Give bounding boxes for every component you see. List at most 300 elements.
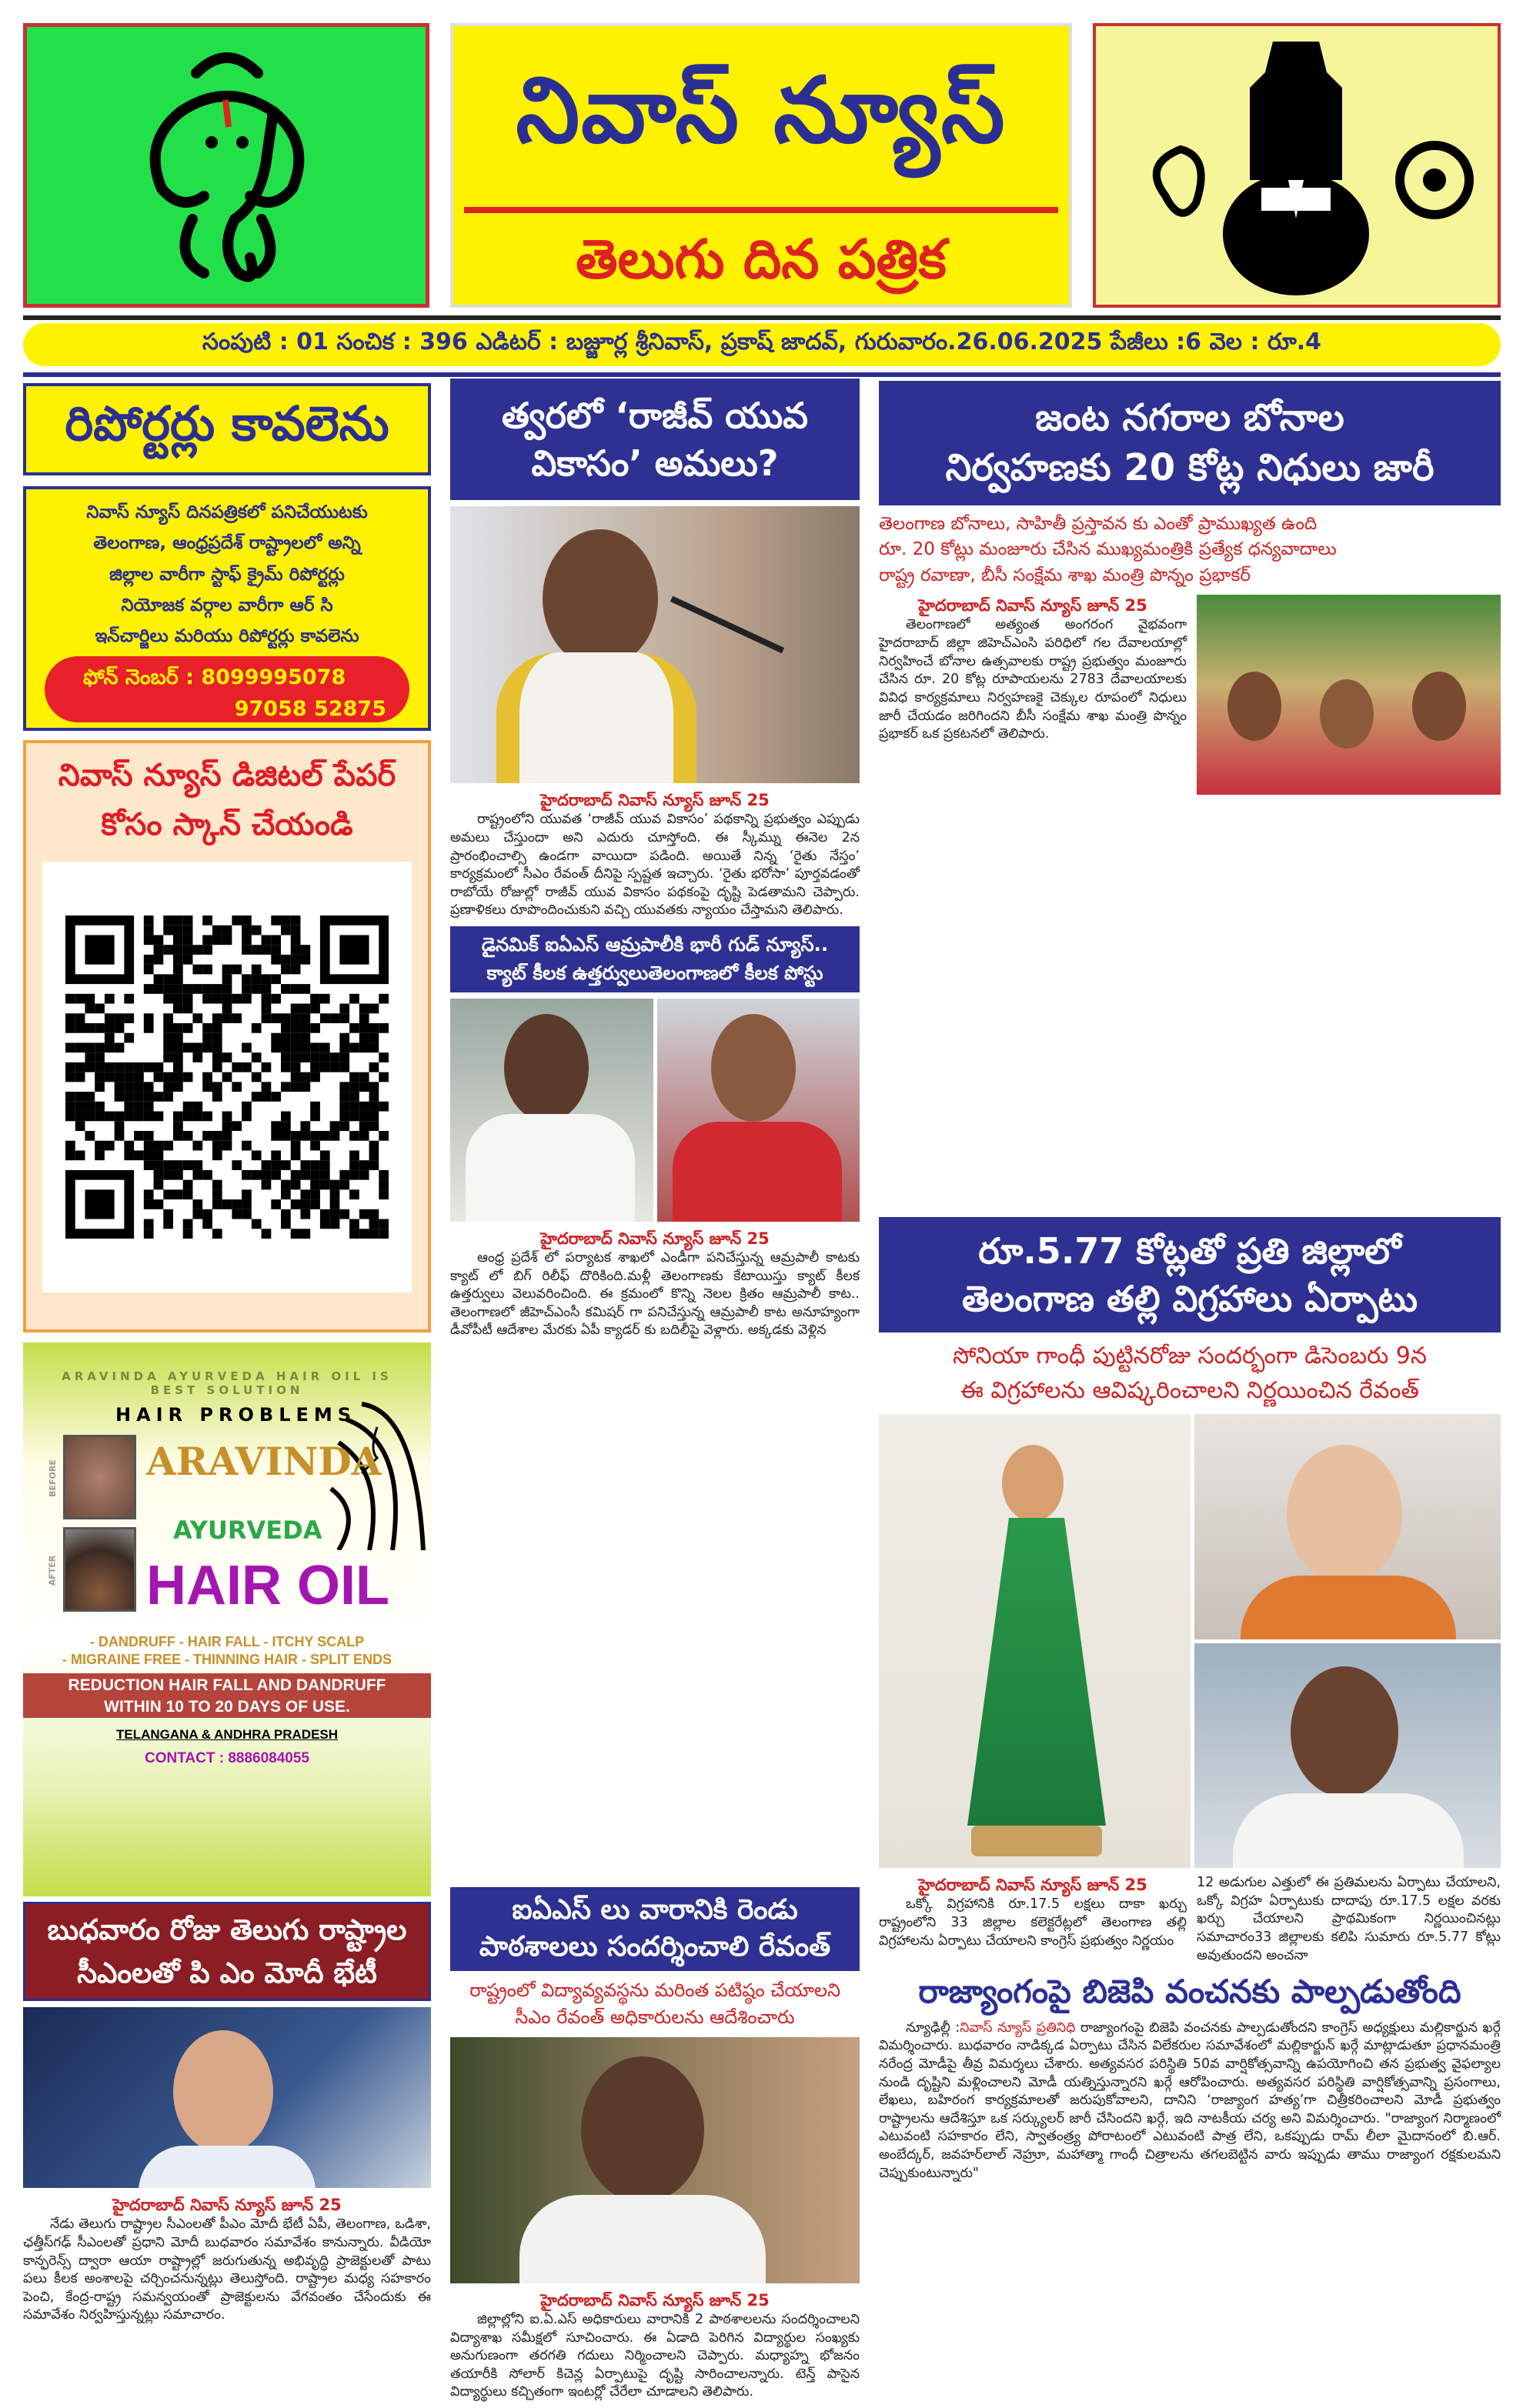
qr-module: [262, 1180, 272, 1190]
qr-module: [271, 1160, 281, 1170]
qr-module: [369, 1033, 379, 1043]
qr-module: [192, 1102, 202, 1112]
qr-module: [232, 1062, 242, 1072]
qr-module: [163, 1042, 173, 1052]
qr-module: [173, 1004, 183, 1014]
qr-module: [222, 926, 232, 936]
deck-line: సీఎం రేవంత్ అధికారులను ఆదేశించారు: [515, 2006, 795, 2028]
qr-module: [154, 1112, 164, 1122]
qr-module: [115, 1013, 125, 1023]
qr-module: [183, 1112, 193, 1122]
masthead-title-box: [450, 23, 1072, 308]
qr-module: [115, 1121, 125, 1131]
qr-module: [339, 1170, 349, 1180]
qr-module: [300, 1189, 310, 1199]
qr-module: [320, 1042, 330, 1052]
qr-module: [242, 1209, 252, 1219]
qr-module: [252, 1150, 262, 1160]
qr-module: [339, 1180, 349, 1190]
byline: హైదరాబాద్ నివాస్ న్యూస్ జూన్ 25: [540, 2290, 770, 2310]
revanth-photo: [450, 506, 860, 783]
qr-module: [281, 1112, 291, 1122]
qr-module: [163, 1160, 173, 1170]
qr-module: [144, 984, 154, 994]
qr-module: [300, 1170, 310, 1180]
qr-module: [144, 1160, 154, 1170]
qr-module: [173, 1052, 183, 1062]
qr-module: [281, 1219, 291, 1229]
qr-module: [65, 1141, 75, 1151]
qr-module: [379, 1170, 389, 1180]
column-2: [450, 379, 860, 2402]
qr-module: [65, 1042, 75, 1052]
qr-module: [271, 1121, 281, 1131]
ad-line: జిల్లాల వారీగా స్టాఫ్ క్రైమ్ రిపోర్టర్లు: [109, 564, 345, 585]
qr-module: [134, 1072, 144, 1082]
qr-module: [85, 1131, 95, 1141]
deck-line: తెలంగాణ బోనాలు, సాహితీ ప్రస్తావన కు ఎంతో ప్రాముఖ్యత ఉంది: [879, 514, 1318, 534]
qr-module: [75, 1112, 85, 1122]
qr-module: [291, 1023, 301, 1033]
qr-module: [85, 1052, 95, 1062]
headline-line: క్యాట్ కీలక ఉత్తర్వులుతెలంగాణలో కీలక పోస్టు: [486, 961, 823, 984]
qr-module: [300, 1121, 310, 1131]
qr-module: [144, 1023, 154, 1033]
qr-module: [144, 1131, 154, 1141]
qr-module: [173, 916, 183, 926]
bonalu-section: [879, 381, 1501, 1208]
qr-module: [105, 994, 115, 1004]
qr-module: [252, 965, 262, 975]
byline: హైదరాబాద్ నివాస్ న్యూస్ జూన్ 25: [540, 1229, 770, 1248]
article-body: నేడు తెలుగు రాష్ట్రాల సీఎంలతో పీఎం మోదీ భేటీ ఏపీ, తెలంగాణ, ఒడిశా, ఛత్తీస్‌గఢ్ సీఎంలతో ప్రధాని మోదీ బుధవారం సమావేశం కానున్నారు. వీడియో కాన్ఫరెన్స్ ద్వారా ఆయా రాష్ట్రాల్లో జరుగుతున్న అభివృద్ధి ప్రాజెక్టులతో పాటు పలు కీలక అంశాలపై చర్చించనున్నట్లు తెలుస్తోంది. రాష్ట్రాల మధ్య సహకారం పెంచి, కేంద్ర-రాష్ట్ర సమన్వయంతో ప్రాజెక్టులను వేగవంతం చేసేందుకు ఈ సమావేశం నిర్వహిస్తున్నట్లు సమాచారం.: [23, 2216, 431, 2323]
qr-module: [330, 1199, 340, 1209]
qr-module: [369, 1141, 379, 1151]
qr-module: [232, 1199, 242, 1209]
qr-module: [252, 984, 262, 994]
modi-section: [23, 1902, 431, 2402]
qr-module: [300, 1072, 310, 1082]
qr-module: [310, 1102, 320, 1112]
qr-module: [222, 935, 232, 945]
qr-module: [154, 984, 164, 994]
qr-module: [173, 935, 183, 945]
qr-module: [65, 1013, 75, 1023]
qr-module: [300, 1199, 310, 1209]
qr-module: [300, 1023, 310, 1033]
ad-contact: CONTACT : 8886084055: [144, 1750, 310, 1766]
qr-module: [75, 1013, 85, 1023]
qr-module: [95, 1042, 105, 1052]
qr-module: [339, 1092, 349, 1102]
modi-article: [23, 2194, 431, 2325]
qr-module: [202, 916, 212, 926]
qr-module: [75, 1042, 85, 1052]
qr-module: [212, 1092, 222, 1102]
qr-module: [95, 1072, 105, 1082]
amrapali-photo: [657, 999, 860, 1222]
newspaper-tagline: తెలుగు దిన పత్రిక: [576, 228, 947, 291]
ad-claim-2: WITHIN 10 TO 20 DAYS OF USE.: [104, 1698, 350, 1716]
qr-module: [173, 1033, 183, 1043]
qr-module: [300, 955, 310, 965]
qr-module: [183, 1131, 193, 1141]
qr-module: [144, 916, 154, 926]
article-body: రాజ్యాంగంపై బిజెపి వంచనకు పాల్పడుతోందని కాంగ్రెస్ అధ్యక్షులు మల్లికార్జున ఖర్గే విమర్శించారు. బుధవారం నాడిక్కడ ఏర్పాటు చేసిన విలేకరుల సమావేశంలో మల్లికార్జున్ ఖర్గే మాట్లాడుతూ ప్రధానమంత్రి నరేంద్ర మోడీపై తీవ్ర విమర్శలు చేశారు. అత్యవసర పరిస్థితి 50వ వార్షికోత్సవాన్ని ఉపయోగించి తన ప్రభుత్వ వైఫల్యాల నుండి దృష్టిని మళ్లించాలని మోడీ యత్నిస్తున్నారని ఖర్గే ఆరోపించారు. అత్యవసర పరిస్థితి వార్షికోత్సవాన్ని ప్రసంగాలు, లేఖలు, బహిరంగ కార్యక్రమాలతో జరుపుకోవాలని, దానిని ‘రాజ్యాంగ హత్య’గా చిత్రీకరించాలని మోడీ ప్రభుత్వం రాష్ట్రాలను ఆదేశిస్తూ ఒక సర్క్యులర్ జారీ చేసిందని ఖర్గే, ఇది నాటకీయ చర్య అని విమర్శించారు. "రాజ్యాంగ నిర్మాణంలో ఎటువంటి సహకారం లేని, స్వాతంత్ర్య పోరాటంలో ఎటువంటి పాత్ర లేని, ఒకప్పుడు రామ్ లీలా మైదానంలో బి.ఆర్. అంబేద్కర్, జవహర్‌లాల్ నెహ్రూ, మహాత్మా గాంధీ చిత్రాలను తగలబెట్టిన వారు ఇప్పుడు తాము రాజ్యాంగ రక్షకులమని చెప్పుకుంటున్నారు": [879, 2019, 1501, 2181]
ad-benefits-2: - MIGRAINE FREE - THINNING HAIR - SPLIT ENDS: [62, 1651, 392, 1667]
column-3-lower: [879, 1217, 1501, 2402]
qr-module: [192, 1112, 202, 1122]
qr-module: [252, 974, 262, 984]
qr-code[interactable]: [42, 862, 412, 1292]
qr-module: [339, 1013, 349, 1023]
qr-module: [359, 1013, 369, 1023]
qr-module: [173, 974, 183, 984]
qr-module: [262, 1013, 272, 1023]
qr-module: [144, 1189, 154, 1199]
qr-module: [310, 1141, 320, 1151]
qr-module: [173, 1160, 183, 1170]
headline-line: రూ.5.77 కోట్లతో ప్రతి జిల్లాలో: [978, 1229, 1401, 1272]
qr-module: [300, 1082, 310, 1092]
qr-module: [369, 1150, 379, 1160]
before-photo: [63, 1435, 136, 1519]
qr-module: [291, 916, 301, 926]
qr-module: [242, 1199, 252, 1209]
qr-module: [281, 1131, 291, 1141]
qr-module: [115, 1042, 125, 1052]
ad-intro-1: ARAVINDA AYURVEDA HAIR OIL IS: [62, 1369, 392, 1383]
ias-article: [450, 2290, 860, 2402]
qr-module: [330, 1209, 340, 1219]
qr-module: [310, 1062, 320, 1072]
qr-module: [124, 1033, 134, 1043]
qr-module: [291, 1082, 301, 1092]
qr-module: [85, 1092, 95, 1102]
qr-module: [192, 1170, 202, 1180]
title-divider: [464, 207, 1058, 213]
qr-module: [330, 1131, 340, 1141]
qr-module: [115, 1131, 125, 1141]
ad-region: TELANGANA & ANDHRA PRADESH: [115, 1727, 339, 1742]
qr-module: [349, 994, 359, 1004]
qr-module: [144, 955, 154, 965]
qr-module: [183, 945, 193, 955]
qr-module: [163, 994, 173, 1004]
modi-headline: [23, 1902, 431, 2001]
qr-module: [115, 1082, 125, 1092]
qr-module: [242, 926, 252, 936]
headline-line: బుధవారం రోజు తెలుగు రాష్ట్రాల: [47, 1913, 407, 1946]
qr-module: [359, 1102, 369, 1112]
qr-module: [183, 1004, 193, 1014]
article-body: ఆంధ్ర ప్రదేశ్ లో పర్యాటక శాఖలో ఎండీగా పనిచేస్తున్న ఆమ్రపాలీ కాటకు క్యాట్ లో బిగ్ రిలీఫ్ దొరికింది.మళ్లీ తెలంగాణకు కేటాయిస్తు క్యాట్ కీలక ఉత్తర్వులు వెలువరించింది. ఈ క్రమంలో కొన్ని నెలల క్రితం ఆమ్రపాలీ కాట.. తెలంగాణలో జీహెచ్ఎంసీ కమిషర్ గా పనిచేస్తున్న ఆమ్రపాలీ కాట అనూహ్యంగా డీవోపీటీ ఆదేశాల మేరకు ఏపీ క్యాడర్ కు బదిలీపై వెళ్లారు. అక్కడకు వెళ్లిన: [450, 1249, 860, 1339]
revanth-photo-2: [450, 999, 653, 1222]
qr-module: [262, 945, 272, 955]
qr-module: [281, 926, 291, 936]
qr-module: [349, 1042, 359, 1052]
qr-module: [291, 1180, 301, 1190]
qr-module: [222, 1004, 232, 1014]
qr-module: [242, 1141, 252, 1151]
byline: హైదరాబాద్ నివాస్ న్యూస్ జూన్ 25: [918, 1876, 1147, 1894]
qr-module: [320, 1219, 330, 1229]
qr-module: [359, 1121, 369, 1131]
qr-module: [222, 1199, 232, 1209]
qr-module: [183, 955, 193, 965]
qr-module: [183, 1160, 193, 1170]
qr-module: [154, 1150, 164, 1160]
qr-finder: [339, 935, 369, 964]
qr-module: [291, 935, 301, 945]
qr-module: [242, 984, 252, 994]
qr-module: [349, 1150, 359, 1160]
qr-module: [339, 1209, 349, 1219]
qr-module: [369, 1082, 379, 1092]
qr-module: [85, 994, 95, 1004]
qr-module: [320, 1052, 330, 1062]
qr-module: [252, 926, 262, 936]
qr-module: [349, 1229, 359, 1239]
qr-module: [330, 1062, 340, 1072]
byline: హైదరాబాద్ నివాస్ న్యూస్ జూన్ 25: [112, 2196, 342, 2214]
qr-module: [320, 1150, 330, 1160]
qr-module: [359, 1131, 369, 1141]
qr-module: [202, 1112, 212, 1122]
qr-module: [173, 1082, 183, 1092]
qr-module: [212, 1042, 222, 1052]
qr-module: [262, 1229, 272, 1239]
qr-module: [212, 1131, 222, 1141]
qr-module: [271, 1042, 281, 1052]
qr-module: [192, 1199, 202, 1209]
rajiv-article: [450, 789, 860, 920]
qr-module: [310, 1180, 320, 1190]
qr-module: [349, 1112, 359, 1122]
qr-module: [173, 1023, 183, 1033]
qr-module: [163, 1013, 173, 1023]
balaji-logo-box: [1093, 23, 1501, 308]
qr-module: [183, 984, 193, 994]
qr-module: [271, 945, 281, 955]
qr-module: [232, 1121, 242, 1131]
telangana-thalli-deck: [879, 1339, 1501, 1408]
qr-module: [154, 1141, 164, 1151]
qr-module: [163, 1023, 173, 1033]
amrapali-photos: [450, 999, 860, 1222]
qr-module: [291, 1072, 301, 1082]
qr-module: [310, 1112, 320, 1122]
qr-module: [281, 1189, 291, 1199]
qr-module: [192, 965, 202, 975]
qr-module: [192, 1141, 202, 1151]
qr-module: [291, 1062, 301, 1072]
qr-module: [300, 1131, 310, 1141]
qr-module: [202, 994, 212, 1004]
qr-module: [95, 1112, 105, 1122]
qr-module: [271, 974, 281, 984]
qr-module: [339, 1082, 349, 1092]
amrapali-article: [450, 1228, 860, 1340]
deck-line: సోనియా గాంధీ పుట్టినరోజు సందర్భంగా డిసెంబరు 9న: [953, 1342, 1427, 1369]
qr-module: [310, 1160, 320, 1170]
qr-finder: [85, 935, 114, 964]
qr-module: [124, 1150, 134, 1160]
qr-module: [212, 926, 222, 936]
article-body: జిల్లాల్లోని ఐ.ఏ.ఎస్ అధికారులు వారానికి 2 పాఠశాలలను సందర్శించాలని విద్యాశాఖ సమీక్షలో సూచించారు. ఈ ఏడాది పెరిగిన విద్యార్థుల సంఖ్యకు అనుగుణంగా తరగతి గదులు నిర్మించాలని చెప్పారు. మధ్యాహ్న భోజనం తయారీకి సోలార్ కిచెన్ల ఏర్పాటుపై దృష్టి సారించాలన్నారు. టెన్త్ పాసైన విద్యార్థులు కచ్చితంగా ఇంటర్లో చేరేలా చూడాలని తెలిపారు.: [450, 2311, 860, 2400]
qr-module: [339, 1112, 349, 1122]
bonalu-article: [879, 595, 1187, 744]
qr-module: [359, 1209, 369, 1219]
qr-module: [232, 1160, 242, 1170]
qr-module: [291, 1199, 301, 1209]
ad-problems: HAIR PROBLEMS: [115, 1404, 357, 1426]
deck-line: రూ. 20 కోట్లు మంజూరు చేసిన ముఖ్యమంత్రికి ప్రత్యేక ధన్యవాదాలు: [879, 539, 1337, 560]
qr-module: [173, 1112, 183, 1122]
qr-module: [291, 1052, 301, 1062]
qr-module: [212, 1189, 222, 1199]
qr-module: [271, 1170, 281, 1180]
qr-module: [271, 1033, 281, 1043]
qr-module: [359, 1082, 369, 1092]
qr-module: [154, 1180, 164, 1190]
qr-module: [192, 945, 202, 955]
qr-module: [202, 1209, 212, 1219]
qr-module: [242, 1170, 252, 1180]
qr-module: [330, 1219, 340, 1229]
qr-module: [202, 1131, 212, 1141]
qr-module: [359, 1229, 369, 1239]
qr-module: [339, 1102, 349, 1112]
qr-module: [85, 1004, 95, 1014]
qr-module: [281, 1042, 291, 1052]
qr-module: [212, 1180, 222, 1190]
revanth-photo-4: [1194, 1643, 1501, 1869]
qr-module: [144, 1199, 154, 1209]
qr-module: [202, 945, 212, 955]
edition-info-bar: సంపుటి : 01 సంచిక : 396 ఎడిటర్ : బజ్జూర్ల శ్రీనివాస్, ప్రకాష్ జాదవ్, గురువారం.26.06.2025 పేజీలు :6 వెల : రూ.4: [23, 323, 1501, 366]
qr-module: [291, 945, 301, 955]
bjp-article: [879, 2019, 1501, 2183]
qr-module: [222, 974, 232, 984]
qr-module: [75, 1072, 85, 1082]
qr-module: [65, 994, 75, 1004]
telangana-thalli-article: [879, 1874, 1501, 1965]
qr-module: [134, 1082, 144, 1092]
qr-module: [173, 945, 183, 955]
qr-module: [281, 1121, 291, 1131]
qr-module: [163, 1219, 173, 1229]
qr-module: [222, 1013, 232, 1023]
qr-module: [349, 1023, 359, 1033]
after-photo: [63, 1527, 136, 1612]
qr-module: [163, 1170, 173, 1180]
bonalu-deck: [879, 512, 1501, 589]
qr-module: [144, 926, 154, 936]
qr-module: [271, 1013, 281, 1023]
qr-module: [163, 974, 173, 984]
qr-module: [75, 1023, 85, 1033]
qr-module: [173, 994, 183, 1004]
qr-module: [85, 1112, 95, 1122]
headline-line: తెలంగాణ తల్లి విగ్రహాలు ఏర్పాటు: [961, 1278, 1418, 1319]
qr-module: [75, 1062, 85, 1072]
qr-module: [271, 1092, 281, 1102]
qr-module: [369, 1023, 379, 1033]
qr-module: [154, 1160, 164, 1170]
deck-line: రాష్ట్ర రవాణా, బీసీ సంక్షేమ శాఖ మంత్రి పొన్నం ప్రభాకర్: [879, 565, 1251, 585]
qr-module: [232, 916, 242, 926]
qr-module: [252, 1092, 262, 1102]
qr-module: [242, 916, 252, 926]
qr-module: [271, 1150, 281, 1160]
qr-module: [320, 1160, 330, 1170]
qr-module: [379, 1023, 389, 1033]
qr-module: [300, 1033, 310, 1043]
qr-module: [300, 1229, 310, 1239]
qr-module: [183, 994, 193, 1004]
qr-module: [85, 1042, 95, 1052]
qr-module: [242, 945, 252, 955]
qr-module: [379, 1219, 389, 1229]
qr-module: [222, 984, 232, 994]
qr-module: [369, 1092, 379, 1102]
qr-module: [291, 1013, 301, 1023]
reporter-credit: నివాస్ న్యూస్ ప్రతినిధి: [960, 2019, 1076, 2036]
qr-module: [192, 1209, 202, 1219]
ganesha-logo-box: [23, 23, 429, 308]
phone-number-2: 97058 52875: [234, 696, 386, 721]
article-body: 12 అడుగుల ఎత్తులో ఈ ప్రతిమలను ఏర్పాటు చేయాలని, ఒక్కో విగ్రహ ఏర్పాటుకు దాదాపు రూ.17.5 లక్షల వరకు ఖర్చు చేయాలని ప్రాథమికంగా నిర్ణయించినట్లు సమాచారం33 జిల్లాలకు కలిపి సుమారు రూ.5.77 కోట్లు అవుతుందని అంచనా: [1197, 1875, 1501, 1963]
qr-module: [281, 1013, 291, 1023]
qr-module: [212, 1199, 222, 1209]
headline-line: పాఠశాలలు సందర్శించాలి రేవంత్: [479, 1931, 831, 1963]
qr-module: [320, 1131, 330, 1141]
article-body: రాష్ట్రంలోని యువత ‘రాజీవ్ యువ వికాసం’ పథకాన్ని ప్రభుత్వం ఎప్పుడు అమలు చేస్తుందా అని ఎదురు చూస్తోంది. ఈ స్కీమ్ను ఈనెల 2న ప్రారంభించాల్సి ఉండగా వాయిదా పడింది. అయితే నిన్న ‘రైతు నేస్తం’ కార్యక్రమంలో సీఎం రేవంత్ దీనిపై స్పష్టత ఇచ్చారు. ‘రైతు భరోసా’ పూర్తవడంతో రాబోయే రోజుల్లో రాజీవ్ యువ వికాసం పథకంపై దృష్టి పెడతామని చెప్పారు. ప్రణాళికలు రూపొందించుకుని వచ్చి యువతకు న్యాయం చేస్తామని తెలిపారు.: [450, 812, 860, 919]
qr-module: [310, 1189, 320, 1199]
qr-module: [369, 1102, 379, 1112]
qr-module: [115, 1062, 125, 1072]
ad-line: నివాస్ న్యూస్ దినపత్రికలో పనిచేయుటకు: [86, 502, 368, 522]
after-label: AFTER: [47, 1555, 58, 1586]
qr-module: [300, 1004, 310, 1014]
qr-module: [281, 965, 291, 975]
qr-module: [232, 994, 242, 1004]
qr-module: [300, 1013, 310, 1023]
qr-module: [115, 1072, 125, 1082]
qr-module: [271, 1131, 281, 1141]
qr-module: [183, 1042, 193, 1052]
qr-module: [320, 1062, 330, 1072]
qr-module: [95, 1062, 105, 1072]
qr-module: [252, 1072, 262, 1082]
qr-module: [320, 1209, 330, 1219]
qr-module: [183, 935, 193, 945]
headline-line: సీఎంలతో పి ఎం మోదీ భేటీ: [77, 1956, 377, 1989]
qr-module: [154, 955, 164, 965]
qr-module: [330, 1180, 340, 1190]
dateline: న్యూఢిల్లీ :: [906, 2019, 960, 2036]
qr-module: [144, 1112, 154, 1122]
qr-module: [212, 1062, 222, 1072]
qr-module: [339, 1062, 349, 1072]
qr-module: [144, 965, 154, 975]
qr-module: [75, 994, 85, 1004]
qr-module: [222, 1141, 232, 1151]
telangana-thalli-article-cont: [1197, 1874, 1501, 1965]
qr-module: [163, 945, 173, 955]
qr-module: [242, 1189, 252, 1199]
